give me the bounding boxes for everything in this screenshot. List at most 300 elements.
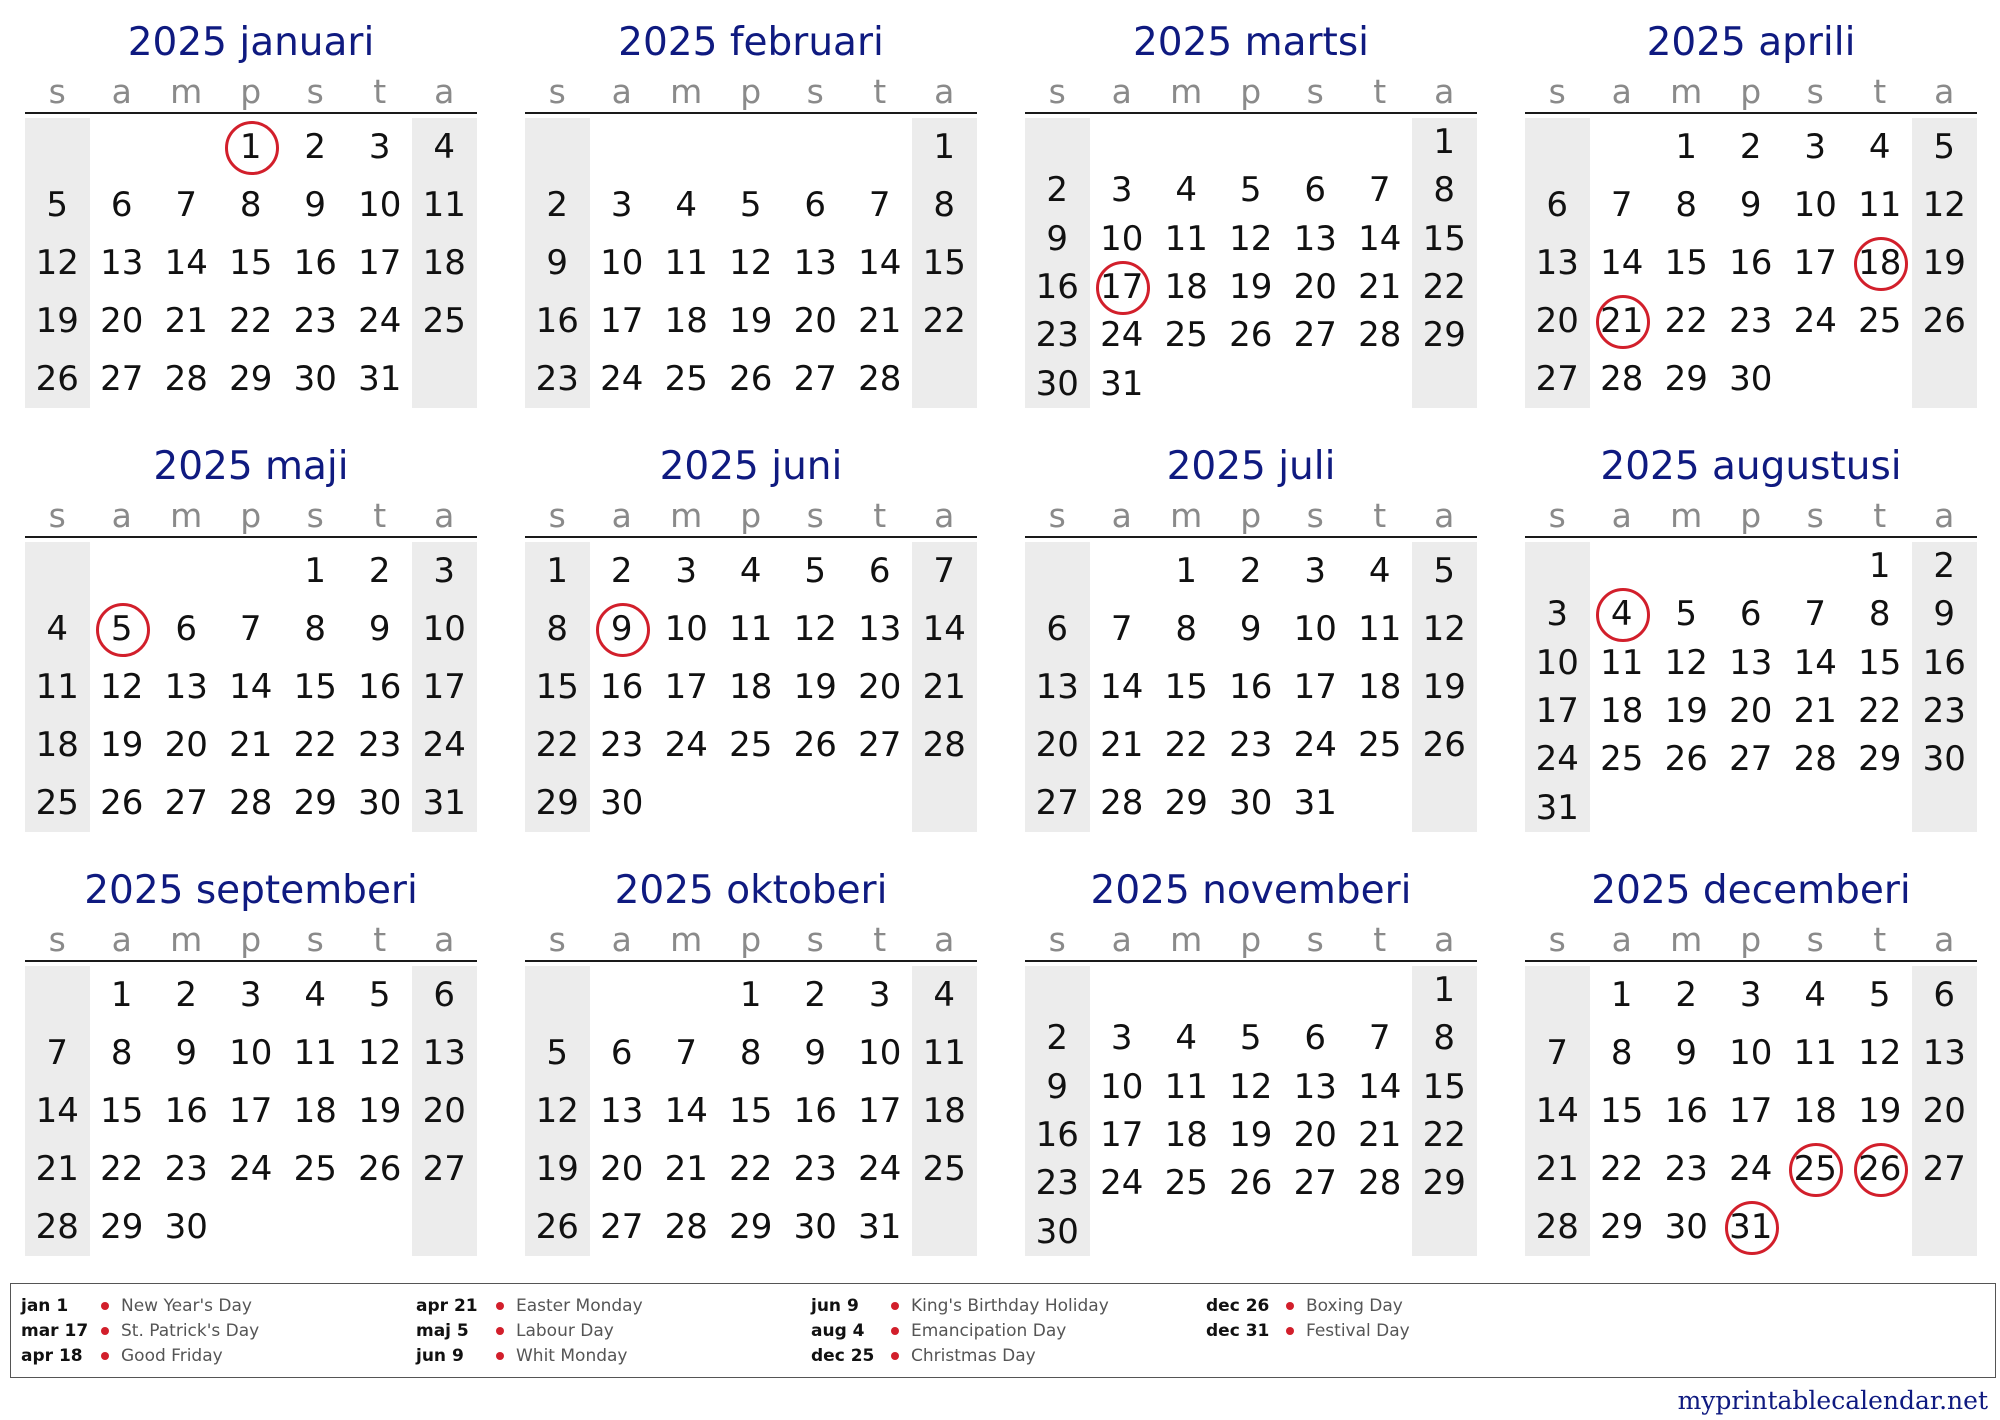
day-cell: 28 xyxy=(1793,739,1837,780)
day-cell: 1 xyxy=(110,975,133,1015)
day-cell: 9 xyxy=(1239,609,1262,649)
site-credit[interactable]: myprintablecalendar.net xyxy=(1677,1386,1988,1415)
weekday-label: a xyxy=(434,496,455,535)
day-cell-holiday: 25 xyxy=(1783,1140,1848,1198)
weekday-label: a xyxy=(1934,72,1955,111)
day-cell: 23 xyxy=(793,1149,837,1189)
day-cell: 6 xyxy=(1933,975,1956,1015)
day-cell: 19 xyxy=(793,667,837,707)
day-cell: 8 xyxy=(110,1033,133,1073)
day-cell: 11 xyxy=(1858,185,1902,225)
weekday-label: s xyxy=(48,72,66,111)
weekday-label: t xyxy=(1373,920,1387,959)
day-cell: 20 xyxy=(1035,725,1079,765)
day-cell: 12 xyxy=(1922,185,1966,225)
day-cell: 22 xyxy=(1664,301,1708,341)
day-cell: 15 xyxy=(1600,1091,1644,1131)
day-cell: 3 xyxy=(675,551,698,591)
day-cell: 15 xyxy=(293,667,337,707)
day-cell: 9 xyxy=(804,1033,827,1073)
weekday-label: m xyxy=(670,920,703,959)
weekday-label: m xyxy=(1170,72,1203,111)
weekday-label: s xyxy=(306,496,324,535)
day-cell: 22 xyxy=(535,725,579,765)
weekday-label: a xyxy=(434,72,455,111)
day-cell: 16 xyxy=(1729,243,1773,283)
day-cell: 31 xyxy=(1100,363,1144,404)
weekday-label: s xyxy=(306,72,324,111)
day-cell: 23 xyxy=(164,1149,208,1189)
day-cell: 3 xyxy=(368,127,391,167)
day-cell: 5 xyxy=(1675,594,1698,635)
header-rule xyxy=(25,960,477,962)
day-cell: 17 xyxy=(358,243,402,283)
day-cell: 12 xyxy=(1422,609,1466,649)
day-cell: 23 xyxy=(1229,725,1273,765)
day-cell: 22 xyxy=(229,301,273,341)
day-cell: 11 xyxy=(664,243,708,283)
weekday-label: s xyxy=(48,496,66,535)
day-cell: 22 xyxy=(100,1149,144,1189)
day-cell: 15 xyxy=(535,667,579,707)
day-cell: 3 xyxy=(868,975,891,1015)
day-cell: 18 xyxy=(922,1091,966,1131)
day-cell: 20 xyxy=(422,1091,466,1131)
day-cell: 11 xyxy=(1600,642,1644,683)
weekday-label: s xyxy=(548,72,566,111)
weekday-label: s xyxy=(806,920,824,959)
day-cell: 8 xyxy=(739,1033,762,1073)
day-cell: 28 xyxy=(164,359,208,399)
weekday-label: a xyxy=(611,72,632,111)
day-cell: 1 xyxy=(739,975,762,1015)
weekday-label: p xyxy=(1240,496,1262,535)
day-cell: 18 xyxy=(35,725,79,765)
holiday-date: apr 21 xyxy=(416,1296,478,1316)
weekday-label: a xyxy=(434,920,455,959)
day-cell: 1 xyxy=(1675,127,1698,167)
month-block xyxy=(1025,14,1477,408)
day-cell: 21 xyxy=(1100,725,1144,765)
day-cell: 27 xyxy=(600,1207,644,1247)
day-cell: 6 xyxy=(433,975,456,1015)
day-cell: 27 xyxy=(793,359,837,399)
weekday-label: m xyxy=(1170,496,1203,535)
weekday-label: t xyxy=(373,920,387,959)
day-grid xyxy=(525,542,977,832)
month-title: 2025 maji xyxy=(153,444,349,489)
day-cell: 29 xyxy=(1164,783,1208,823)
day-cell: 26 xyxy=(793,725,837,765)
day-grid xyxy=(1525,542,1977,832)
month-block xyxy=(1525,862,1977,1256)
weekday-label: m xyxy=(170,72,203,111)
weekday-label: t xyxy=(873,920,887,959)
day-cell: 16 xyxy=(358,667,402,707)
weekday-label: a xyxy=(1111,496,1132,535)
day-cell: 9 xyxy=(368,609,391,649)
day-cell: 28 xyxy=(664,1207,708,1247)
holiday-date: mar 17 xyxy=(21,1321,89,1341)
red-dot-icon xyxy=(101,1327,109,1335)
day-cell: 8 xyxy=(1433,170,1456,211)
day-cell: 25 xyxy=(729,725,773,765)
day-cell: 4 xyxy=(433,127,456,167)
weekday-label: s xyxy=(1548,72,1566,111)
day-cell: 6 xyxy=(1304,170,1327,211)
red-dot-icon xyxy=(891,1302,899,1310)
day-cell: 16 xyxy=(1035,1115,1079,1155)
day-cell: 24 xyxy=(358,301,402,341)
day-cell: 19 xyxy=(35,301,79,341)
weekday-label: t xyxy=(1873,496,1887,535)
weekday-header xyxy=(25,72,477,112)
day-cell: 27 xyxy=(1035,783,1079,823)
day-cell: 1 xyxy=(1175,551,1198,591)
day-cell: 26 xyxy=(100,783,144,823)
day-cell: 15 xyxy=(1164,667,1208,707)
red-dot-icon xyxy=(891,1327,899,1335)
day-cell: 10 xyxy=(1293,609,1337,649)
weekday-label: a xyxy=(934,72,955,111)
day-cell-holiday: 4 xyxy=(1590,590,1655,638)
weekday-label: a xyxy=(1111,920,1132,959)
day-cell: 4 xyxy=(1368,551,1391,591)
day-cell: 16 xyxy=(1035,267,1079,307)
day-cell: 10 xyxy=(1100,218,1144,259)
day-cell: 3 xyxy=(433,551,456,591)
day-cell: 12 xyxy=(1229,1066,1273,1107)
day-cell: 3 xyxy=(1304,551,1327,591)
day-cell: 20 xyxy=(600,1149,644,1189)
weekday-header xyxy=(25,920,477,960)
weekday-label: a xyxy=(1934,496,1955,535)
weekday-label: p xyxy=(740,72,762,111)
day-cell: 22 xyxy=(1600,1149,1644,1189)
day-cell: 11 xyxy=(1793,1033,1837,1073)
weekday-label: a xyxy=(1111,72,1132,111)
day-cell: 22 xyxy=(729,1149,773,1189)
day-cell: 15 xyxy=(1664,243,1708,283)
day-cell: 13 xyxy=(1035,667,1079,707)
day-cell: 16 xyxy=(535,301,579,341)
day-cell: 3 xyxy=(1110,170,1133,211)
day-grid xyxy=(1025,542,1477,832)
day-cell: 30 xyxy=(600,783,644,823)
day-cell: 2 xyxy=(1675,975,1698,1015)
weekday-label: p xyxy=(740,496,762,535)
month-block xyxy=(1025,438,1477,832)
day-cell: 16 xyxy=(600,667,644,707)
day-cell: 21 xyxy=(164,301,208,341)
day-cell: 2 xyxy=(1046,170,1069,211)
day-cell: 21 xyxy=(664,1149,708,1189)
red-dot-icon xyxy=(891,1352,899,1360)
day-cell: 23 xyxy=(535,359,579,399)
day-cell-holiday: 26 xyxy=(1848,1140,1913,1198)
weekday-label: a xyxy=(1611,72,1632,111)
day-cell: 10 xyxy=(1729,1033,1773,1073)
month-block xyxy=(525,438,977,832)
day-cell: 11 xyxy=(1164,218,1208,259)
weekday-label: s xyxy=(1806,920,1824,959)
day-cell: 14 xyxy=(858,243,902,283)
day-cell: 24 xyxy=(664,725,708,765)
weekday-label: a xyxy=(1434,72,1455,111)
day-cell: 4 xyxy=(933,975,956,1015)
day-cell: 4 xyxy=(675,185,698,225)
day-cell: 11 xyxy=(1358,609,1402,649)
day-cell: 19 xyxy=(100,725,144,765)
day-cell: 1 xyxy=(304,551,327,591)
weekday-label: t xyxy=(1373,72,1387,111)
day-cell: 29 xyxy=(293,783,337,823)
day-cell: 18 xyxy=(422,243,466,283)
weekday-label: a xyxy=(1434,920,1455,959)
day-cell: 24 xyxy=(422,725,466,765)
day-cell: 14 xyxy=(1100,667,1144,707)
day-cell: 23 xyxy=(1729,301,1773,341)
day-cell: 13 xyxy=(793,243,837,283)
month-title: 2025 martsi xyxy=(1132,20,1370,65)
day-cell: 4 xyxy=(739,551,762,591)
day-cell: 7 xyxy=(868,185,891,225)
day-cell: 5 xyxy=(46,185,69,225)
day-cell-holiday: 31 xyxy=(1719,1198,1784,1256)
day-cell: 15 xyxy=(1858,642,1902,683)
day-cell: 12 xyxy=(729,243,773,283)
day-cell: 19 xyxy=(535,1149,579,1189)
day-cell: 8 xyxy=(304,609,327,649)
weekday-label: m xyxy=(170,496,203,535)
day-cell: 5 xyxy=(739,185,762,225)
holiday-date: aug 4 xyxy=(811,1321,865,1341)
day-cell: 20 xyxy=(1293,267,1337,307)
red-dot-icon xyxy=(496,1302,504,1310)
day-cell: 20 xyxy=(164,725,208,765)
day-cell: 26 xyxy=(358,1149,402,1189)
weekday-header xyxy=(525,920,977,960)
day-cell: 24 xyxy=(1100,1163,1144,1204)
day-cell: 20 xyxy=(1729,691,1773,731)
day-grid xyxy=(25,966,477,1256)
day-cell: 4 xyxy=(1804,975,1827,1015)
day-cell: 18 xyxy=(1793,1091,1837,1131)
day-cell: 1 xyxy=(1868,546,1891,586)
weekday-label: a xyxy=(1934,920,1955,959)
weekday-label: a xyxy=(934,496,955,535)
day-cell: 7 xyxy=(1110,609,1133,649)
day-cell: 11 xyxy=(422,185,466,225)
day-cell: 6 xyxy=(1046,609,1069,649)
day-cell: 8 xyxy=(546,609,569,649)
month-title: 2025 augustusi xyxy=(1600,444,1902,489)
day-cell: 10 xyxy=(1535,642,1579,683)
holiday-name: New Year's Day xyxy=(121,1296,252,1316)
day-cell: 22 xyxy=(1422,1115,1466,1155)
weekday-label: a xyxy=(1434,496,1455,535)
day-cell: 5 xyxy=(368,975,391,1015)
day-cell: 15 xyxy=(229,243,273,283)
day-cell: 17 xyxy=(858,1091,902,1131)
day-cell: 27 xyxy=(164,783,208,823)
red-dot-icon xyxy=(496,1327,504,1335)
day-cell: 5 xyxy=(1239,170,1262,211)
day-cell: 5 xyxy=(546,1033,569,1073)
day-cell: 16 xyxy=(164,1091,208,1131)
weekday-label: m xyxy=(1670,72,1703,111)
day-cell: 3 xyxy=(239,975,262,1015)
day-cell: 24 xyxy=(1729,1149,1773,1189)
day-cell: 26 xyxy=(1922,301,1966,341)
day-cell-holiday: 17 xyxy=(1090,263,1155,311)
day-cell: 22 xyxy=(1858,691,1902,731)
month-title: 2025 decemberi xyxy=(1591,868,1911,913)
day-cell: 6 xyxy=(1304,1018,1327,1059)
weekday-label: m xyxy=(1170,920,1203,959)
calendar-year-grid xyxy=(25,14,2000,1264)
day-cell: 24 xyxy=(229,1149,273,1189)
day-cell: 17 xyxy=(1293,667,1337,707)
day-cell: 30 xyxy=(1229,783,1273,823)
weekday-label: s xyxy=(1306,496,1324,535)
day-cell: 14 xyxy=(1358,218,1402,259)
month-title: 2025 juli xyxy=(1166,444,1336,489)
day-cell: 14 xyxy=(164,243,208,283)
day-cell: 29 xyxy=(1858,739,1902,780)
day-cell: 20 xyxy=(100,301,144,341)
holiday-name: Christmas Day xyxy=(911,1346,1036,1366)
header-rule xyxy=(525,112,977,114)
holiday-date: apr 18 xyxy=(21,1346,83,1366)
day-cell: 17 xyxy=(600,301,644,341)
day-cell: 23 xyxy=(358,725,402,765)
day-cell: 29 xyxy=(100,1207,144,1247)
month-block xyxy=(1025,862,1477,1256)
day-cell: 30 xyxy=(1664,1207,1708,1247)
day-cell: 26 xyxy=(1664,739,1708,780)
holiday-date: dec 26 xyxy=(1206,1296,1270,1316)
day-cell: 31 xyxy=(1293,783,1337,823)
day-cell: 29 xyxy=(229,359,273,399)
day-cell: 19 xyxy=(1858,1091,1902,1131)
day-cell: 12 xyxy=(1858,1033,1902,1073)
day-cell: 10 xyxy=(229,1033,273,1073)
day-cell: 5 xyxy=(1433,551,1456,591)
day-cell: 19 xyxy=(1422,667,1466,707)
weekday-label: s xyxy=(306,920,324,959)
day-cell: 3 xyxy=(1110,1018,1133,1059)
day-cell: 13 xyxy=(600,1091,644,1131)
day-cell: 27 xyxy=(1729,739,1773,780)
day-cell: 26 xyxy=(729,359,773,399)
day-cell: 1 xyxy=(1433,122,1456,162)
day-cell: 28 xyxy=(922,725,966,765)
day-cell: 7 xyxy=(1804,594,1827,635)
day-cell: 10 xyxy=(858,1033,902,1073)
day-cell: 1 xyxy=(933,127,956,167)
day-cell: 15 xyxy=(729,1091,773,1131)
day-cell: 23 xyxy=(1664,1149,1708,1189)
day-cell: 2 xyxy=(1739,127,1762,167)
day-cell: 13 xyxy=(1729,642,1773,683)
day-cell: 9 xyxy=(1046,218,1069,259)
day-cell: 18 xyxy=(1164,1115,1208,1155)
day-cell: 14 xyxy=(1793,642,1837,683)
day-cell: 2 xyxy=(304,127,327,167)
day-cell: 25 xyxy=(1164,1163,1208,1204)
day-cell: 8 xyxy=(239,185,262,225)
month-title: 2025 januari xyxy=(127,20,375,65)
day-cell: 14 xyxy=(1600,243,1644,283)
day-cell: 24 xyxy=(1293,725,1337,765)
day-cell: 21 xyxy=(1358,267,1402,307)
month-title: 2025 oktoberi xyxy=(614,868,888,913)
day-cell: 27 xyxy=(422,1149,466,1189)
holiday-name: Easter Monday xyxy=(516,1296,643,1316)
day-cell: 25 xyxy=(1600,739,1644,780)
holiday-date: jun 9 xyxy=(811,1296,859,1316)
day-cell: 13 xyxy=(100,243,144,283)
day-cell: 22 xyxy=(293,725,337,765)
day-cell: 2 xyxy=(610,551,633,591)
day-cell: 6 xyxy=(175,609,198,649)
day-cell: 11 xyxy=(729,609,773,649)
day-cell: 15 xyxy=(1422,218,1466,259)
day-cell: 29 xyxy=(1422,315,1466,356)
weekday-label: t xyxy=(373,72,387,111)
weekday-label: s xyxy=(1806,496,1824,535)
day-cell: 14 xyxy=(922,609,966,649)
day-cell-holiday: 1 xyxy=(219,118,284,176)
day-cell: 7 xyxy=(933,551,956,591)
day-cell: 19 xyxy=(729,301,773,341)
day-cell: 18 xyxy=(1164,267,1208,307)
weekday-label: s xyxy=(1806,72,1824,111)
weekday-label: p xyxy=(740,920,762,959)
day-cell: 25 xyxy=(293,1149,337,1189)
day-cell: 2 xyxy=(804,975,827,1015)
header-rule xyxy=(1525,960,1977,962)
day-cell: 15 xyxy=(922,243,966,283)
day-cell: 12 xyxy=(1229,218,1273,259)
weekday-label: s xyxy=(1048,496,1066,535)
day-cell: 22 xyxy=(1422,267,1466,307)
month-title: 2025 septemberi xyxy=(84,868,418,913)
holiday-name: King's Birthday Holiday xyxy=(911,1296,1109,1316)
weekday-label: a xyxy=(1611,496,1632,535)
day-cell: 18 xyxy=(1358,667,1402,707)
day-cell: 14 xyxy=(1535,1091,1579,1131)
day-cell: 13 xyxy=(1535,243,1579,283)
day-cell: 18 xyxy=(293,1091,337,1131)
day-cell: 7 xyxy=(1368,170,1391,211)
weekday-label: t xyxy=(1873,920,1887,959)
weekday-label: s xyxy=(548,920,566,959)
day-cell: 8 xyxy=(1675,185,1698,225)
day-cell: 31 xyxy=(858,1207,902,1247)
day-cell: 29 xyxy=(535,783,579,823)
day-cell: 24 xyxy=(600,359,644,399)
day-cell: 24 xyxy=(1535,739,1579,780)
day-cell: 29 xyxy=(1422,1163,1466,1204)
weekday-label: t xyxy=(1373,496,1387,535)
day-cell: 21 xyxy=(858,301,902,341)
day-cell: 9 xyxy=(304,185,327,225)
day-cell: 4 xyxy=(46,609,69,649)
day-cell: 30 xyxy=(293,359,337,399)
day-cell: 20 xyxy=(793,301,837,341)
